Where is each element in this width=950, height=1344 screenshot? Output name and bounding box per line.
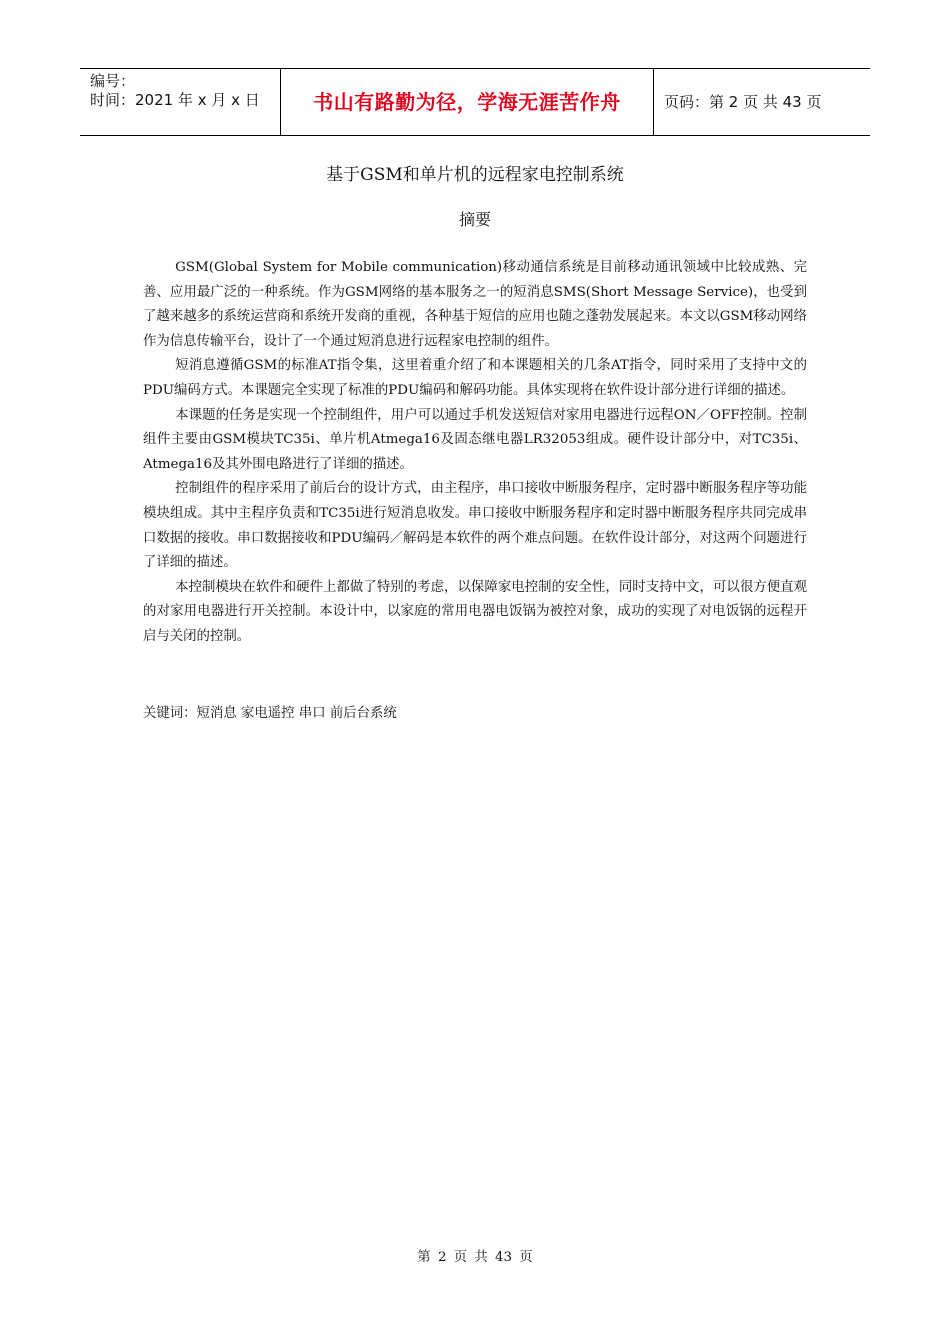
document-number-label: 编号： <box>90 72 136 90</box>
header-motto: 书山有路勤为径，学海无涯苦作舟 <box>281 69 654 135</box>
abstract-heading: 摘要 <box>458 210 491 229</box>
page-header <box>80 68 870 136</box>
abstract-body <box>143 256 807 650</box>
header-page-info: 页码：第 2 页 共 43 页 <box>664 93 822 111</box>
header-meta <box>80 69 281 135</box>
document-title: 基于GSM和单片机的远程家电控制系统 <box>326 165 624 185</box>
keywords-line: 关键词：短消息 家电遥控 串口 前后台系统 <box>143 706 397 721</box>
document-time-label: 时间：2021 年 x 月 x 日 <box>90 91 260 109</box>
abstract-paragraph: 控制组件的程序采用了前后台的设计方式，由主程序，串口接收中断服务程序，定时器中断服务程序等功能模块组成。其中主程序负责和TC35i进行短消息收发。串口接收中断服务程序和定时器中断服务程序共同完成串口数据的接收。串口数据接收和PDU编码／解码是本软件的两个难点问题。在软件设计部分，对这两个问题进行了详细的描述。 <box>143 481 807 571</box>
page-footer: 第 2 页 共 43 页 <box>417 1250 533 1265</box>
abstract-paragraph: 本控制模块在软件和硬件上都做了特别的考虑，以保障家电控制的安全性，同时支持中文，可以很方便直观的对家用电器进行开关控制。本设计中，以家庭的常用电器电饭锅为被控对象，成功的实现了对电饭锅的远程开启与关闭的控制。 <box>143 579 807 644</box>
abstract-paragraph: 短消息遵循GSM的标准AT指令集，这里着重介绍了和本课题相关的几条AT指令，同时采用了支持中文的PDU编码方式。本课题完全实现了标准的PDU编码和解码功能。具体实现将在软件设计部分进行详细的描述。 <box>143 358 807 398</box>
abstract-paragraph: 本课题的任务是实现一个控制组件，用户可以通过手机发送短信对家用电器进行远程ON／OFF控制。控制组件主要由GSM模块TC35i、单片机Atmega16及固态继电器LR32053组成。硬件设计部分中，对TC35i、Atmega16及其外围电路进行了详细的描述。 <box>143 407 807 472</box>
abstract-paragraph: GSM(Global System for Mobile communication)移动通信系统是目前移动通讯领域中比较成熟、完善、应用最广泛的一种系统。作为GSM网络的基本服务之一的短消息SMS(Short Message Service)，也受到了越来越多的系统运营商和系统开发商的重视，各种基于短信的应用也随之蓬勃发展起来。本文以GSM移动网络作为信息传输平台，设计了一个通过短消息进行远程家电控制的组件。 <box>143 260 807 349</box>
